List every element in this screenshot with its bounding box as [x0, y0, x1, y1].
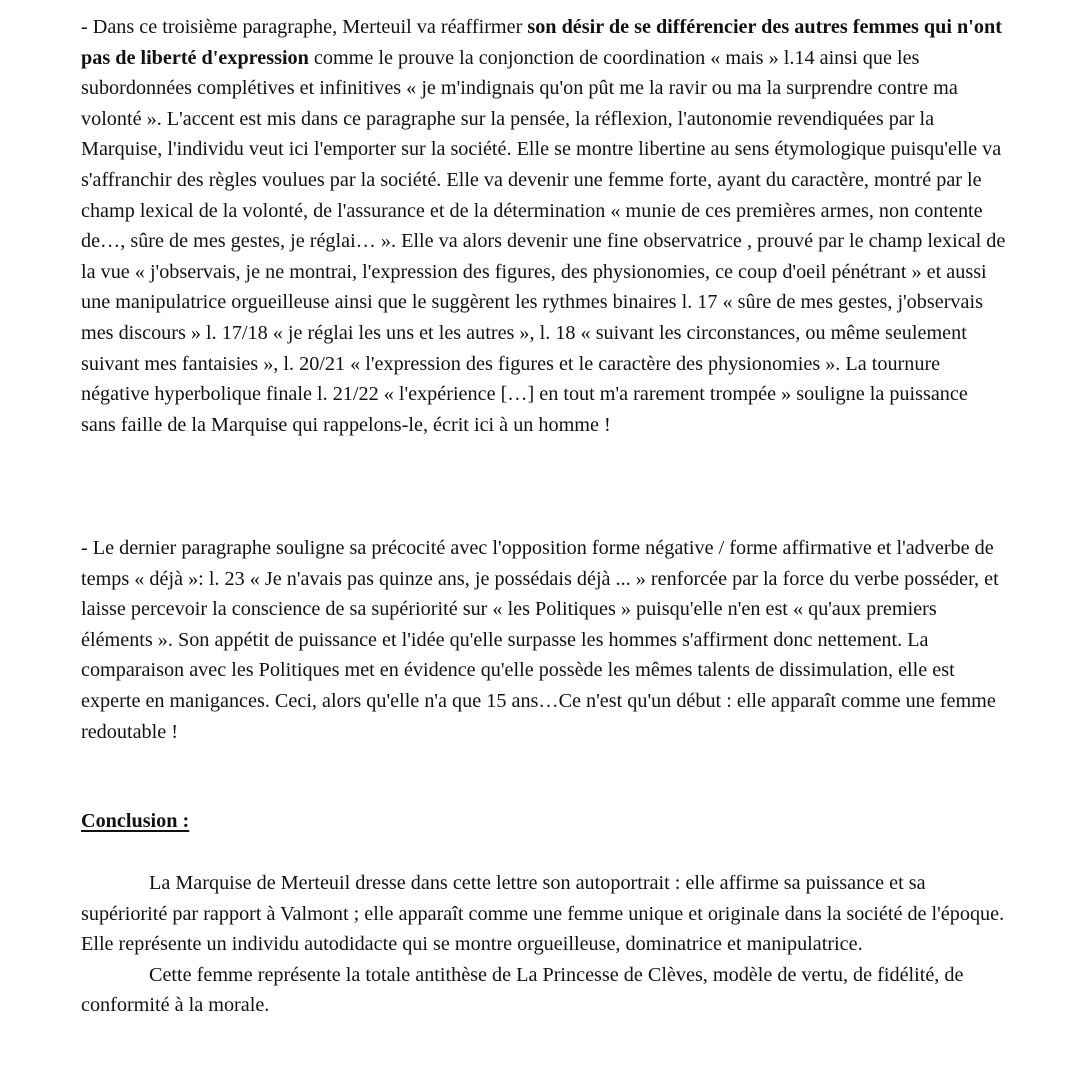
paragraph-last-analysis: - Le dernier paragraphe souligne sa précocité avec l'opposition forme négative / forme affirmative et l'adverbe de temps « déjà »: l. 23 « Je n'avais pas quinze ans, je possédais déjà ... » renforcée par la force du verbe posséder, et laisse percevoir la conscience de sa supériorité sur « les Politiques » puisqu'elle n'en est « qu'aux premiers éléments ». Son appétit de puissance et l'idée qu'elle surpasse les hommes s'affirment donc nettement. La comparaison avec les Politiques met en évidence qu'elle possède les mêmes talents de dissimulation, elle est experte en manigances. Ceci, alors qu'elle n'a que 15 ans…Ce n'est qu'un début : elle apparaît comme une femme redoutable ! [81, 537, 999, 743]
paragraph-third-analysis [81, 12, 1006, 440]
conclusion-body [81, 868, 1011, 1021]
paragraph1-text-start: - Dans ce troisième paragraphe, Merteuil va réaffirmer [81, 16, 528, 38]
paragraph1-bold-thesis: son désir de se différencier des autres femmes qui n'ont pas de liberté d'expression [81, 16, 1002, 69]
conclusion-heading: Conclusion : [81, 810, 190, 832]
conclusion-paragraph-1: La Marquise de Merteuil dresse dans cette lettre son autoportrait : elle affirme sa puissance et sa supériorité par rapport à Valmont ; elle apparaît comme une femme unique et originale dans la société de l'époque. Elle représente un individu autodidacte qui se montre orgueilleuse, dominatrice et manipulatrice. [81, 872, 1005, 956]
paragraph1-text-rest: comme le prouve la conjonction de coordination « mais » l.14 ainsi que les subordonnées complétives et infinitives « je m'indignais qu'on pût me la ravir ou ma la surprendre contre ma volonté ». L'accent est mis dans ce paragraphe sur la pensée, la réflexion, l'autonomie revendiquées par la Marquise, l'individu veut ici l'emporter sur la société. Elle se montre libertine au sens étymologique puisqu'elle va s'affranchir des règles voulues par la société. Elle va devenir une femme forte, ayant du caractère, montré par le champ lexical de la volonté, de l'assurance et de la détermination « munie de ces premières armes, non contente de…, sûre de mes gestes, je réglai… ». Elle va alors devenir une fine observatrice , prouvé par le champ lexical de la vue « j'observais, je ne montrai, l'expression des figures, des physionomies, ce coup d'oeil pénétrant » et aussi une manipulatrice orgueilleuse ainsi que le suggèrent les rythmes binaires l. 17 « sûre de mes gestes, j'observais mes discours » l. 17/18 « je réglai les uns et les autres », l. 18 « suivant les circonstances, ou même seulement suivant mes fantaisies », l. 20/21 « l'expression des figures et le caractère des physionomies ». La tournure négative hyperbolique finale l. 21/22 « l'expérience […] en tout m'a rarement trompée » souligne la puissance sans faille de la Marquise qui rappelons-le, écrit ici à un homme ! [81, 46, 1006, 436]
conclusion-paragraph-2: Cette femme représente la totale antithèse de La Princesse de Clèves, modèle de vertu, de fidélité, de conformité à la morale. [81, 963, 964, 1017]
